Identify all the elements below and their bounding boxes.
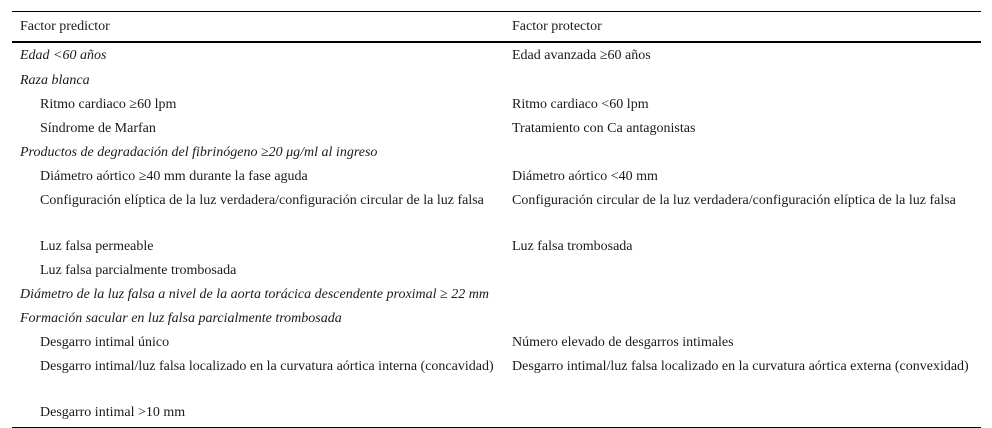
protector-cell: Ritmo cardiaco <60 lpm [512, 96, 649, 112]
predictor-cell: Luz falsa parcialmente trombosada [40, 262, 237, 278]
protector-cell: Desgarro intimal/luz falsa localizado en la curvatura aórtica externa (convexidad) [512, 358, 969, 374]
predictor-cell: Diámetro de la luz falsa a nivel de la aorta torácica descendente proximal ≥ 22 mm [20, 286, 489, 302]
table-row [12, 259, 981, 283]
predictor-cell: Desgarro intimal >10 mm [40, 404, 186, 420]
protector-cell: Edad avanzada ≥60 años [512, 47, 651, 63]
predictor-cell: Desgarro intimal único [40, 334, 170, 350]
protector-cell [504, 141, 981, 165]
predictor-cell: Formación sacular en luz falsa parcialmente trombosada [20, 310, 342, 326]
protector-cell [504, 259, 981, 283]
table-row [12, 189, 981, 235]
predictor-cell: Edad <60 años [20, 47, 107, 63]
predictor-cell: Raza blanca [20, 72, 90, 88]
predictor-cell: Ritmo cardiaco ≥60 lpm [40, 96, 177, 112]
header-predictor: Factor predictor [20, 19, 110, 34]
protector-cell [504, 283, 981, 307]
predictor-cell: Diámetro aórtico ≥40 mm durante la fase aguda [40, 168, 308, 184]
table-row [12, 42, 981, 69]
protector-cell: Luz falsa trombosada [512, 238, 633, 254]
factors-table [12, 11, 981, 428]
table-row [12, 331, 981, 355]
predictor-cell: Luz falsa permeable [40, 238, 154, 254]
protector-cell [504, 69, 981, 93]
table-row [12, 307, 981, 331]
table-row [12, 69, 981, 93]
protector-cell: Diámetro aórtico <40 mm [512, 168, 658, 184]
table-row [12, 165, 981, 189]
protector-cell: Número elevado de desgarros intimales [512, 334, 734, 350]
predictor-cell: Productos de degradación del fibrinógeno ≥20 μg/ml al ingreso [20, 144, 378, 160]
protector-cell [504, 307, 981, 331]
table-row [12, 401, 981, 428]
header-protector: Factor protector [512, 19, 602, 34]
protector-cell: Configuración circular de la luz verdadera/configuración elíptica de la luz falsa [512, 192, 956, 208]
table-row [12, 117, 981, 141]
table-row [12, 235, 981, 259]
protector-cell [504, 401, 981, 428]
table-row [12, 93, 981, 117]
predictor-cell: Desgarro intimal/luz falsa localizado en la curvatura aórtica interna (concavidad) [40, 358, 494, 374]
table-row [12, 355, 981, 401]
header-row [12, 12, 981, 42]
table-row [12, 283, 981, 307]
predictor-cell: Síndrome de Marfan [40, 120, 156, 136]
table-row [12, 141, 981, 165]
predictor-cell: Configuración elíptica de la luz verdadera/configuración circular de la luz falsa [40, 192, 484, 208]
protector-cell: Tratamiento con Ca antagonistas [512, 120, 696, 136]
